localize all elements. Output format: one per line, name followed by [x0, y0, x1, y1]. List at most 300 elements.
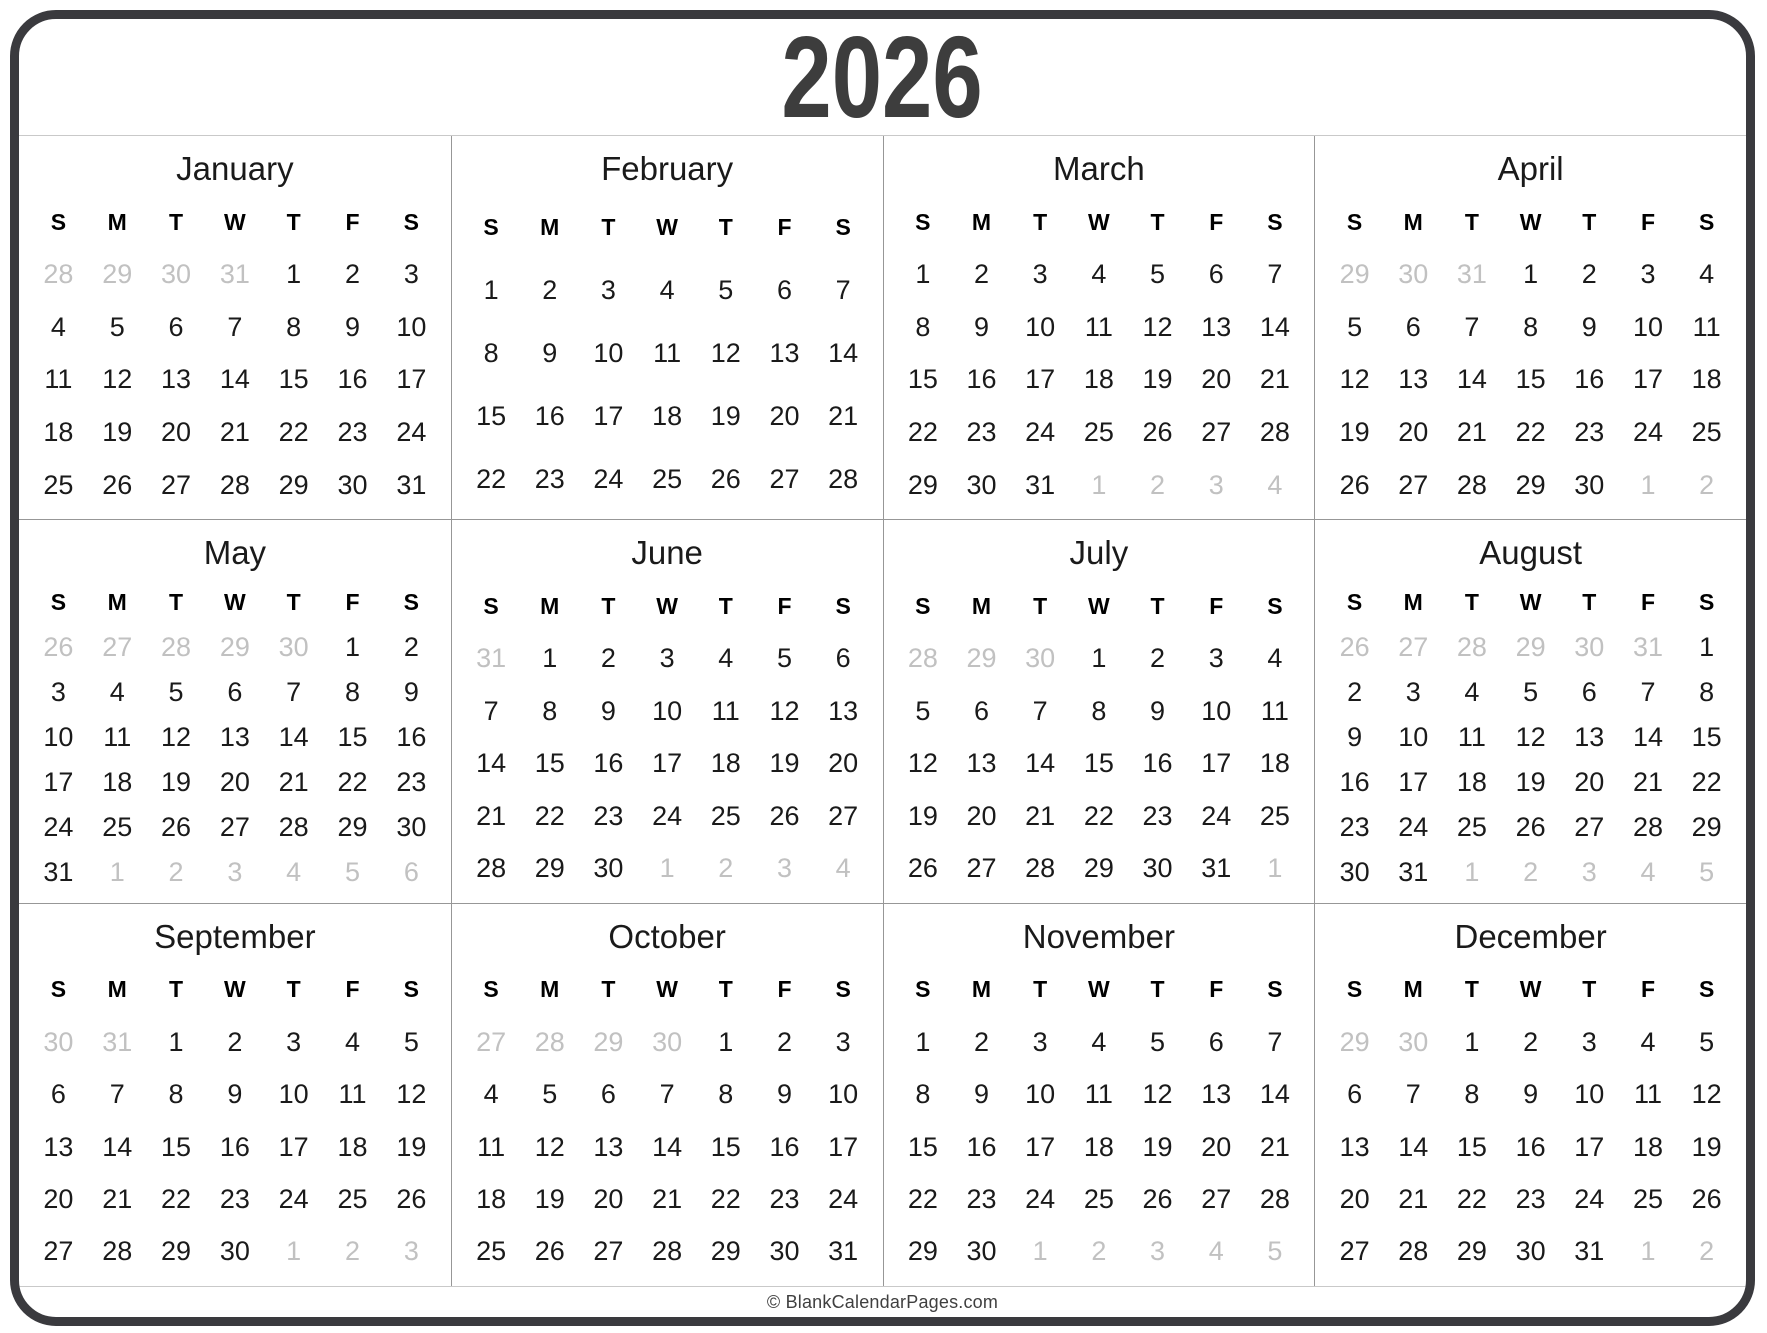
- date-cell: 28: [652, 1236, 683, 1267]
- date-cell: 25: [1083, 416, 1114, 447]
- date-cell: 16: [1515, 1131, 1546, 1162]
- date-cell: 30: [1574, 469, 1605, 500]
- weekday-header: S: [483, 976, 499, 1003]
- date-cell-adjacent-month: 28: [161, 632, 192, 663]
- date-cell: 29: [278, 469, 309, 500]
- date-cell: 29: [1691, 811, 1722, 842]
- date-cell: 31: [1201, 852, 1232, 883]
- date-cell: 26: [1691, 1183, 1722, 1214]
- date-cell: 26: [161, 811, 192, 842]
- date-cell: 20: [1574, 766, 1605, 797]
- date-cell-adjacent-month: 5: [1267, 1236, 1283, 1267]
- date-cell: 30: [337, 469, 368, 500]
- date-cell: 14: [1632, 721, 1663, 752]
- weekday-header: M: [971, 208, 992, 235]
- months-grid: [19, 136, 1746, 1286]
- date-cell: 22: [1083, 800, 1114, 831]
- date-cell-adjacent-month: 2: [1150, 469, 1166, 500]
- date-cell: 5: [1347, 311, 1363, 342]
- month-title: April: [1497, 150, 1564, 187]
- calendar-frame: [10, 10, 1755, 1326]
- date-cell: 28: [219, 469, 250, 500]
- date-cell: 26: [907, 852, 938, 883]
- date-cell-adjacent-month: 1: [1640, 1236, 1656, 1267]
- date-cell: 23: [966, 416, 997, 447]
- date-cell: 13: [1398, 364, 1429, 395]
- date-cell: 18: [476, 1183, 507, 1214]
- date-cell: 19: [1142, 364, 1173, 395]
- date-cell: 3: [1405, 677, 1421, 708]
- date-cell: 7: [1267, 1026, 1283, 1057]
- weekday-header: T: [286, 208, 301, 235]
- date-cell: 3: [659, 643, 675, 674]
- month-day-grid: [894, 964, 1305, 1278]
- footer-credit: © BlankCalendarPages.com: [766, 1291, 999, 1312]
- date-cell: 29: [534, 852, 565, 883]
- date-cell: 3: [50, 677, 66, 708]
- date-cell: 24: [828, 1183, 859, 1214]
- date-cell: 12: [1339, 364, 1370, 395]
- date-cell-adjacent-month: 2: [344, 1236, 361, 1267]
- date-cell-adjacent-month: 1: [659, 852, 675, 883]
- date-cell: 17: [828, 1131, 859, 1162]
- date-cell: 9: [542, 338, 558, 369]
- date-cell: 6: [1208, 1026, 1224, 1057]
- date-cell-adjacent-month: 4: [286, 856, 302, 887]
- date-cell: 22: [907, 416, 938, 447]
- date-cell: 13: [161, 364, 192, 395]
- date-cell: 13: [1574, 721, 1605, 752]
- weekday-header: T: [601, 976, 616, 1003]
- date-cell: 24: [278, 1183, 309, 1214]
- date-cell: 29: [907, 1236, 938, 1267]
- date-cell: 17: [1574, 1131, 1605, 1162]
- date-cell: 8: [344, 677, 361, 708]
- date-cell: 13: [1201, 311, 1232, 342]
- date-cell: 23: [219, 1183, 250, 1214]
- date-cell: 15: [278, 364, 309, 395]
- date-cell: 30: [1339, 856, 1370, 887]
- date-cell: 17: [1025, 364, 1056, 395]
- date-cell: 3: [1032, 1026, 1048, 1057]
- date-cell: 2: [1581, 259, 1597, 290]
- date-cell-adjacent-month: 28: [534, 1026, 565, 1057]
- date-cell: 22: [907, 1183, 938, 1214]
- date-cell: 27: [828, 800, 859, 831]
- date-cell: 11: [711, 695, 740, 726]
- date-cell-adjacent-month: 31: [219, 259, 250, 290]
- weekday-header: S: [403, 976, 419, 1003]
- date-cell: 4: [1091, 1026, 1107, 1057]
- date-cell: 16: [769, 1131, 800, 1162]
- date-cell: 5: [109, 311, 125, 342]
- date-cell: 14: [278, 721, 309, 752]
- date-cell: 4: [718, 643, 734, 674]
- date-cell-adjacent-month: 2: [1523, 856, 1539, 887]
- date-cell: 1: [1523, 259, 1539, 290]
- date-cell: 31: [1025, 469, 1056, 500]
- date-cell: 9: [1347, 721, 1363, 752]
- weekday-header: S: [483, 214, 499, 241]
- weekday-header: W: [1519, 589, 1542, 616]
- date-cell-adjacent-month: 2: [1091, 1236, 1107, 1267]
- weekday-header: T: [169, 208, 184, 235]
- date-cell: 17: [278, 1131, 309, 1162]
- weekday-header: M: [107, 589, 127, 616]
- date-cell: 8: [1523, 311, 1539, 342]
- date-cell: 22: [161, 1183, 192, 1214]
- date-cell: 26: [769, 800, 800, 831]
- date-cell: 27: [769, 464, 800, 495]
- date-cell: 26: [1142, 1183, 1173, 1214]
- date-cell-adjacent-month: 30: [161, 259, 192, 290]
- date-cell: 5: [915, 695, 931, 726]
- date-cell: 27: [43, 1236, 74, 1267]
- date-cell: 12: [102, 364, 133, 395]
- date-cell: 9: [227, 1079, 243, 1110]
- date-cell: 13: [966, 748, 997, 779]
- month-january: [19, 136, 451, 519]
- weekday-header: T: [1033, 208, 1048, 235]
- date-cell: 18: [43, 416, 74, 447]
- weekday-header: W: [656, 976, 678, 1003]
- date-cell: 7: [286, 677, 302, 708]
- date-cell: 21: [1456, 416, 1487, 447]
- date-cell: 30: [593, 852, 624, 883]
- date-cell: 29: [710, 1236, 741, 1267]
- date-cell: 3: [1032, 259, 1048, 290]
- date-cell-adjacent-month: 30: [43, 1026, 74, 1057]
- weekday-header: T: [1464, 589, 1479, 616]
- date-cell-adjacent-month: 29: [102, 259, 133, 290]
- date-cell: 5: [1523, 677, 1539, 708]
- date-cell: 5: [542, 1079, 558, 1110]
- date-cell: 1: [718, 1026, 734, 1057]
- weekday-header: S: [1346, 589, 1363, 616]
- date-cell: 9: [1581, 311, 1597, 342]
- weekday-header: S: [1267, 976, 1283, 1003]
- date-cell: 2: [973, 259, 990, 290]
- date-cell: 2: [227, 1026, 243, 1057]
- date-cell: 31: [43, 856, 74, 887]
- weekday-header: S: [835, 214, 851, 241]
- date-cell: 9: [403, 677, 419, 708]
- date-cell: 13: [593, 1131, 624, 1162]
- date-cell: 28: [1025, 852, 1056, 883]
- date-cell: 2: [600, 643, 616, 674]
- weekday-header: S: [403, 208, 419, 235]
- date-cell: 5: [718, 275, 734, 306]
- date-cell: 27: [1201, 416, 1232, 447]
- date-cell-adjacent-month: 30: [1025, 643, 1056, 674]
- date-cell: 4: [1464, 677, 1480, 708]
- date-cell-adjacent-month: 5: [1699, 856, 1715, 887]
- date-cell-adjacent-month: 4: [1640, 856, 1656, 887]
- month-day-grid: [462, 580, 873, 894]
- date-cell: 22: [534, 800, 565, 831]
- date-cell: 20: [769, 401, 800, 432]
- date-cell: 16: [396, 721, 427, 752]
- date-cell: 29: [337, 811, 368, 842]
- date-cell: 15: [1456, 1131, 1487, 1162]
- date-cell: 17: [43, 766, 74, 797]
- weekday-header: M: [540, 214, 560, 241]
- year-title: 2026: [781, 12, 984, 142]
- weekday-header: W: [656, 593, 678, 620]
- date-cell-adjacent-month: 28: [43, 259, 74, 290]
- date-cell: 11: [1260, 695, 1289, 726]
- date-cell: 10: [1025, 1079, 1056, 1110]
- date-cell-adjacent-month: 30: [1398, 259, 1429, 290]
- weekday-header: S: [915, 976, 931, 1003]
- date-cell: 2: [776, 1026, 792, 1057]
- date-cell: 3: [1581, 1026, 1597, 1057]
- date-cell: 10: [652, 695, 683, 726]
- date-cell-adjacent-month: 1: [1091, 469, 1107, 500]
- month-title: February: [601, 150, 734, 187]
- month-day-grid: [1325, 580, 1736, 894]
- month-july: [883, 519, 1315, 902]
- date-cell: 8: [286, 311, 302, 342]
- date-cell: 21: [278, 766, 309, 797]
- date-cell: 9: [776, 1079, 792, 1110]
- date-cell: 7: [1267, 259, 1283, 290]
- date-cell: 19: [161, 766, 192, 797]
- date-cell: 23: [1142, 800, 1173, 831]
- weekday-header: T: [169, 589, 184, 616]
- month-april: [1314, 136, 1746, 519]
- date-cell: 16: [534, 401, 565, 432]
- date-cell: 18: [710, 748, 741, 779]
- month-february: [451, 136, 883, 519]
- date-cell: 24: [593, 464, 624, 495]
- date-cell: 25: [43, 469, 74, 500]
- date-cell: 18: [1083, 364, 1114, 395]
- weekday-header: T: [718, 214, 733, 241]
- date-cell: 7: [1405, 1079, 1421, 1110]
- date-cell: 6: [227, 677, 243, 708]
- date-cell: 29: [1515, 469, 1546, 500]
- date-cell: 11: [338, 1079, 367, 1110]
- date-cell: 14: [476, 748, 507, 779]
- date-cell-adjacent-month: 3: [227, 856, 243, 887]
- date-cell: 4: [344, 1026, 361, 1057]
- weekday-header: W: [224, 589, 246, 616]
- weekday-header: S: [1346, 208, 1363, 235]
- date-cell: 5: [1150, 1026, 1166, 1057]
- date-cell: 18: [652, 401, 683, 432]
- date-cell-adjacent-month: 29: [966, 643, 997, 674]
- date-cell: 12: [534, 1131, 565, 1162]
- weekday-header: W: [656, 214, 678, 241]
- date-cell: 19: [396, 1131, 427, 1162]
- date-cell: 10: [396, 311, 427, 342]
- weekday-header: S: [483, 593, 499, 620]
- weekday-header: S: [835, 976, 851, 1003]
- month-title: January: [176, 150, 294, 187]
- date-cell: 20: [1201, 1131, 1232, 1162]
- date-cell: 28: [278, 811, 309, 842]
- date-cell-adjacent-month: 4: [1208, 1236, 1224, 1267]
- date-cell: 26: [1142, 416, 1173, 447]
- date-cell: 10: [278, 1079, 309, 1110]
- date-cell: 23: [769, 1183, 800, 1214]
- date-cell: 8: [483, 338, 499, 369]
- weekday-header: M: [1403, 976, 1423, 1003]
- date-cell: 16: [1142, 748, 1173, 779]
- date-cell-adjacent-month: 26: [1339, 632, 1370, 663]
- date-cell: 10: [1398, 721, 1429, 752]
- date-cell: 25: [1691, 416, 1722, 447]
- weekday-header: F: [777, 593, 792, 620]
- date-cell: 18: [1259, 748, 1290, 779]
- weekday-header: F: [1640, 976, 1655, 1003]
- weekday-header: S: [50, 589, 67, 616]
- month-may: [19, 519, 451, 902]
- date-cell: 8: [915, 1079, 931, 1110]
- weekday-header: S: [50, 208, 67, 235]
- date-cell: 23: [593, 800, 624, 831]
- date-cell: 22: [337, 766, 368, 797]
- date-cell: 16: [337, 364, 368, 395]
- date-cell-adjacent-month: 29: [593, 1026, 624, 1057]
- date-cell-adjacent-month: 29: [219, 632, 250, 663]
- date-cell: 10: [1632, 311, 1663, 342]
- weekday-header: F: [777, 976, 792, 1003]
- month-title: August: [1479, 534, 1582, 572]
- weekday-header: W: [1088, 593, 1110, 620]
- date-cell: 24: [1398, 811, 1429, 842]
- date-cell: 28: [1259, 1183, 1290, 1214]
- date-cell: 15: [1691, 721, 1722, 752]
- month-title: September: [154, 917, 316, 955]
- weekday-header: T: [601, 214, 616, 241]
- date-cell: 21: [219, 416, 250, 447]
- date-cell: 6: [50, 1079, 66, 1110]
- date-cell: 18: [1691, 364, 1722, 395]
- date-cell: 25: [1632, 1183, 1663, 1214]
- date-cell: 11: [477, 1131, 506, 1162]
- date-cell: 28: [828, 464, 859, 495]
- date-cell: 3: [1640, 259, 1656, 290]
- date-cell: 20: [219, 766, 250, 797]
- date-cell-adjacent-month: 1: [1032, 1236, 1048, 1267]
- date-cell: 5: [168, 677, 184, 708]
- date-cell: 1: [1464, 1026, 1480, 1057]
- weekday-header: W: [1519, 976, 1542, 1003]
- date-cell: 29: [161, 1236, 192, 1267]
- date-cell: 12: [1515, 721, 1546, 752]
- date-cell: 13: [828, 695, 859, 726]
- date-cell: 6: [1581, 677, 1597, 708]
- date-cell: 6: [1208, 259, 1224, 290]
- date-cell-adjacent-month: 30: [1574, 632, 1605, 663]
- date-cell: 18: [1632, 1131, 1663, 1162]
- date-cell: 29: [1083, 852, 1114, 883]
- date-cell: 21: [1398, 1183, 1429, 1214]
- date-cell: 5: [776, 643, 792, 674]
- weekday-header: W: [1519, 208, 1542, 235]
- date-cell: 16: [1574, 364, 1605, 395]
- date-cell: 6: [1347, 1079, 1363, 1110]
- date-cell: 14: [1398, 1131, 1429, 1162]
- date-cell: 1: [542, 643, 558, 674]
- date-cell: 16: [1339, 766, 1370, 797]
- date-cell-adjacent-month: 29: [1339, 1026, 1370, 1057]
- date-cell: 21: [102, 1183, 133, 1214]
- month-day-grid: [1325, 196, 1736, 511]
- date-cell: 12: [1142, 311, 1173, 342]
- weekday-header: T: [1582, 208, 1597, 235]
- month-day-grid: [462, 964, 873, 1278]
- month-title: December: [1454, 917, 1607, 955]
- weekday-header: F: [1640, 208, 1655, 235]
- date-cell: 26: [102, 469, 133, 500]
- date-cell: 1: [1091, 643, 1107, 674]
- date-cell: 27: [1398, 469, 1429, 500]
- date-cell-adjacent-month: 31: [102, 1026, 133, 1057]
- date-cell: 3: [835, 1026, 851, 1057]
- date-cell: 11: [653, 338, 682, 369]
- date-cell: 23: [534, 464, 565, 495]
- date-cell: 11: [1457, 721, 1486, 752]
- weekday-header: S: [1698, 976, 1715, 1003]
- date-cell: 28: [1259, 416, 1290, 447]
- date-cell: 15: [476, 401, 507, 432]
- date-cell: 18: [102, 766, 133, 797]
- date-cell: 17: [1201, 748, 1232, 779]
- date-cell: 25: [1083, 1183, 1114, 1214]
- date-cell: 4: [1699, 259, 1715, 290]
- weekday-header: S: [915, 593, 931, 620]
- date-cell: 21: [1259, 364, 1290, 395]
- date-cell: 4: [1267, 643, 1283, 674]
- date-cell: 4: [659, 275, 675, 306]
- date-cell: 7: [1640, 677, 1656, 708]
- date-cell: 8: [718, 1079, 734, 1110]
- date-cell: 19: [102, 416, 133, 447]
- date-cell: 19: [1515, 766, 1546, 797]
- weekday-header: M: [107, 208, 127, 235]
- date-cell: 20: [1339, 1183, 1370, 1214]
- date-cell: 30: [1515, 1236, 1546, 1267]
- date-cell: 8: [915, 311, 931, 342]
- date-cell-adjacent-month: 28: [907, 643, 938, 674]
- date-cell: 4: [1640, 1026, 1656, 1057]
- date-cell: 12: [769, 695, 800, 726]
- date-cell: 13: [43, 1131, 74, 1162]
- date-cell-adjacent-month: 31: [1456, 259, 1487, 290]
- date-cell: 26: [396, 1183, 427, 1214]
- date-cell: 26: [710, 464, 741, 495]
- date-cell-adjacent-month: 2: [168, 856, 184, 887]
- date-cell: 14: [102, 1131, 133, 1162]
- date-cell-adjacent-month: 2: [1699, 469, 1715, 500]
- date-cell: 13: [1201, 1079, 1232, 1110]
- date-cell: 25: [710, 800, 741, 831]
- month-day-grid: [462, 196, 873, 511]
- date-cell: 12: [161, 721, 192, 752]
- footer-row: [19, 1286, 1746, 1317]
- date-cell: 11: [1633, 1079, 1662, 1110]
- date-cell: 30: [1142, 852, 1173, 883]
- weekday-header: S: [403, 589, 419, 616]
- date-cell: 31: [1574, 1236, 1605, 1267]
- date-cell: 9: [973, 311, 990, 342]
- date-cell: 30: [966, 469, 997, 500]
- date-cell: 24: [1201, 800, 1232, 831]
- date-cell: 8: [1699, 677, 1715, 708]
